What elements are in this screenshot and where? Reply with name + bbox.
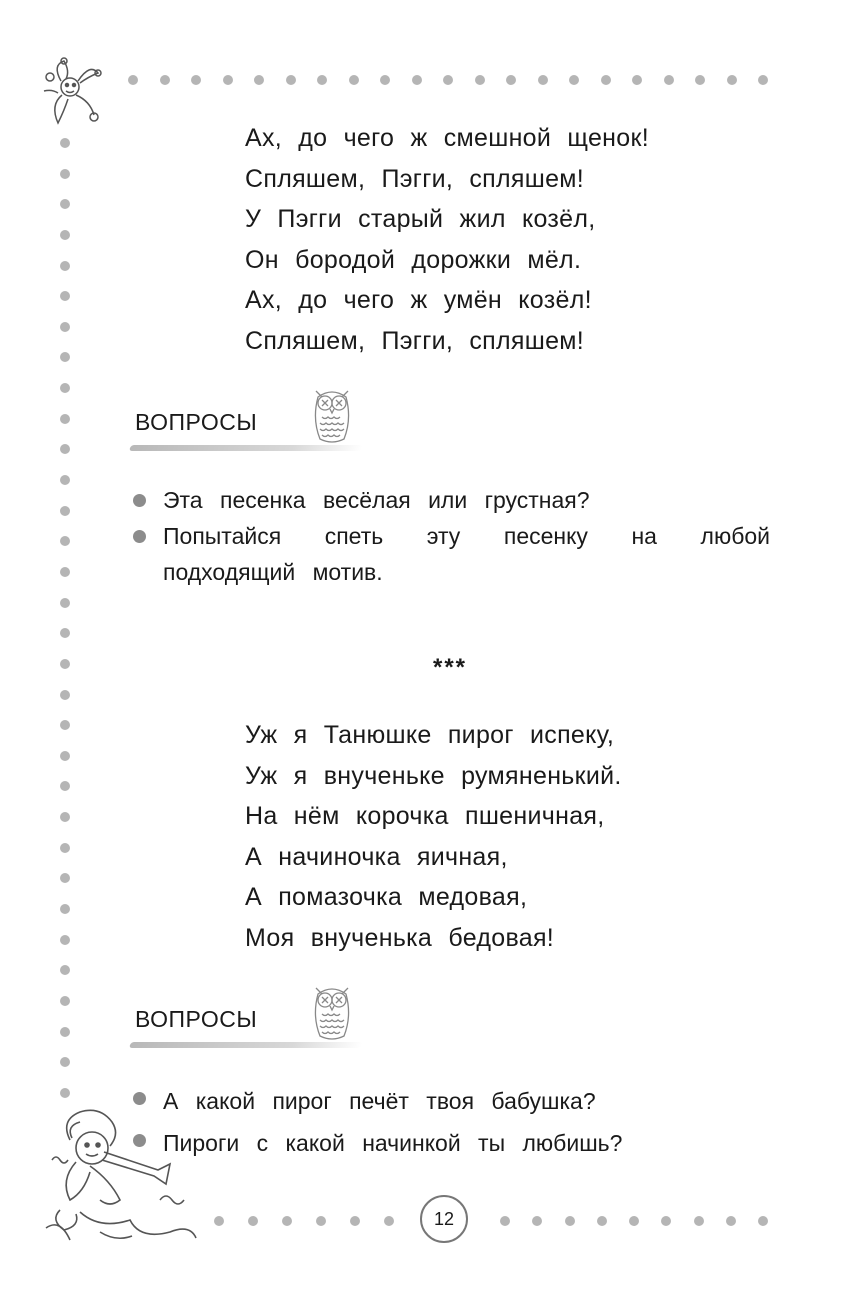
poem-line: Уж я внученьке румяненький. — [245, 761, 622, 790]
questions-list — [130, 482, 770, 590]
poem-peggy — [245, 118, 649, 361]
frame-dots-bottom-left — [214, 1216, 394, 1226]
jester-decoration-icon — [40, 55, 110, 135]
questions-list — [130, 1080, 770, 1164]
frame-dots-top — [128, 75, 768, 85]
list-item — [130, 1122, 770, 1164]
poem-line: А начиночка яичная, — [245, 842, 508, 871]
questions-heading — [130, 992, 365, 1062]
owl-icon — [310, 980, 354, 1042]
questions-title: ВОПРОСЫ — [135, 409, 258, 435]
list-item — [130, 1080, 770, 1122]
poem-line: Он бородой дорожки мёл. — [245, 245, 582, 274]
poem-line: Ах, до чего ж смешной щенок! — [245, 124, 649, 152]
question-text: Попытайся спеть эту песенку на любой подходящий мотив. — [163, 523, 770, 585]
questions-heading — [130, 395, 365, 465]
list-item — [130, 518, 770, 590]
poem-line: У Пэгги старый жил козёл, — [245, 205, 596, 233]
poem-line: Уж я Танюшке пирог испеку, — [245, 721, 615, 749]
poem-line: Спляшем, Пэгги, спляшем! — [245, 326, 585, 355]
frame-dots-bottom-right — [500, 1216, 768, 1226]
bullet-icon — [133, 530, 146, 543]
section-separator: *** — [432, 654, 468, 681]
question-text: Пироги с какой начинкой ты любишь? — [163, 1130, 623, 1156]
poem-pie — [245, 715, 622, 958]
frame-dots-left — [60, 138, 70, 1098]
poem-line: Ах, до чего ж умён козёл! — [245, 286, 592, 314]
question-text: Эта песенка весёлая или грустная? — [163, 487, 590, 513]
poem-line: На нём корочка пшеничная, — [245, 802, 605, 830]
list-item — [130, 482, 770, 518]
heading-underline — [129, 1042, 363, 1048]
poem-line: Моя внученька бедовая! — [245, 923, 555, 952]
poem-line: А помазочка медовая, — [245, 883, 528, 911]
poem-line: Спляшем, Пэгги, спляшем! — [245, 164, 585, 193]
questions-title: ВОПРОСЫ — [135, 1006, 258, 1032]
jester-trumpet-icon — [40, 1100, 200, 1250]
page-number: 12 — [420, 1195, 468, 1243]
owl-icon — [310, 383, 354, 445]
question-text: А какой пирог печёт твоя бабушка? — [163, 1088, 596, 1114]
bullet-icon — [133, 494, 146, 507]
heading-underline — [129, 445, 363, 451]
